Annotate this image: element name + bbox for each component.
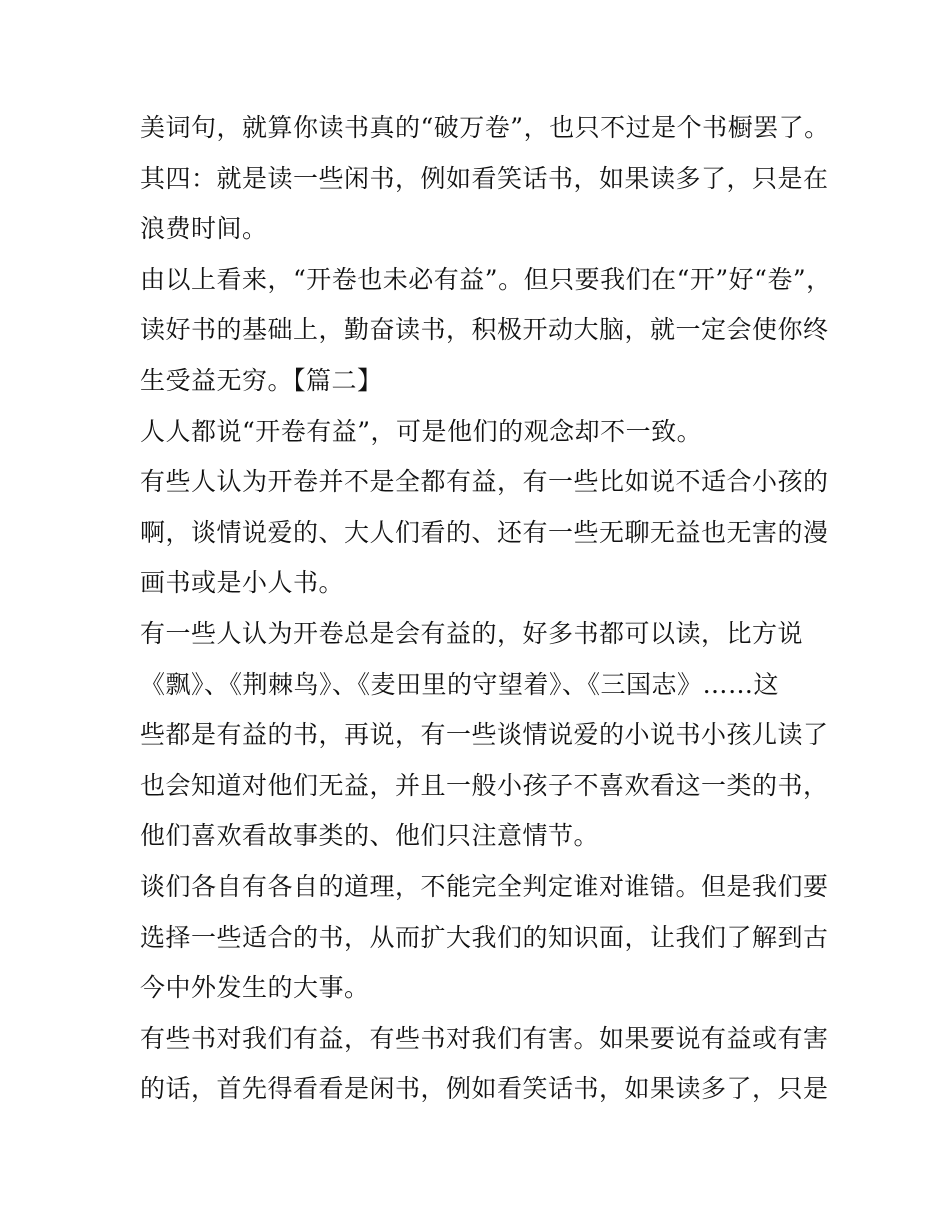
text-line: 画书或是小人书。 <box>140 568 345 598</box>
text-line: 其四：就是读一些闲书，例如看笑话书，如果读多了，只是在 <box>140 163 829 193</box>
text-line: 由以上看来，“开卷也未必有益”。但只要我们在“开”好“卷”， <box>140 264 832 294</box>
text-line: 啊，谈情说爱的、大人们看的、还有一些无聊无益也无害的漫 <box>140 517 829 547</box>
text-line: 有些人认为开卷并不是全都有益，有一些比如说不适合小孩的 <box>140 467 829 497</box>
text-line: 选择一些适合的书，从而扩大我们的知识面，让我们了解到古 <box>140 922 829 952</box>
text-line: 也会知道对他们无益，并且一般小孩子不喜欢看这一类的书， <box>140 770 829 800</box>
text-line: 美词句，就算你读书真的“破万卷”，也只不过是个书橱罢了。 <box>140 113 830 142</box>
text-line: 的话，首先得看看是闲书，例如看笑话书，如果读多了，只是 <box>140 1074 829 1104</box>
text-line: 人人都说“开卷有益”，可是他们的观念却不一致。 <box>140 416 703 446</box>
text-line: 浪费时间。 <box>140 214 268 244</box>
text-line: 些都是有益的书，再说，有一些谈情说爱的小说书小孩儿读了 <box>140 720 829 750</box>
text-line: 有些书对我们有益，有些书对我们有害。如果要说有益或有害 <box>140 1023 829 1053</box>
document-body <box>140 103 832 1115</box>
text-line: 他们喜欢看故事类的、他们只注意情节。 <box>140 821 600 851</box>
text-line: 读好书的基础上，勤奋读书，积极开动大脑，就一定会使你终 <box>140 315 829 345</box>
text-line: 有一些人认为开卷总是会有益的，好多书都可以读，比方说 <box>140 618 804 648</box>
text-line: 生受益无穷。【篇二】 <box>140 365 383 395</box>
text-line: 《飘》、《荆棘鸟》、《麦田里的守望着》、《三国志》……这 <box>140 669 780 699</box>
text-line: 谈们各自有各自的道理，不能完全判定谁对谁错。但是我们要 <box>140 871 829 901</box>
text-line: 今中外发生的大事。 <box>140 973 370 1003</box>
